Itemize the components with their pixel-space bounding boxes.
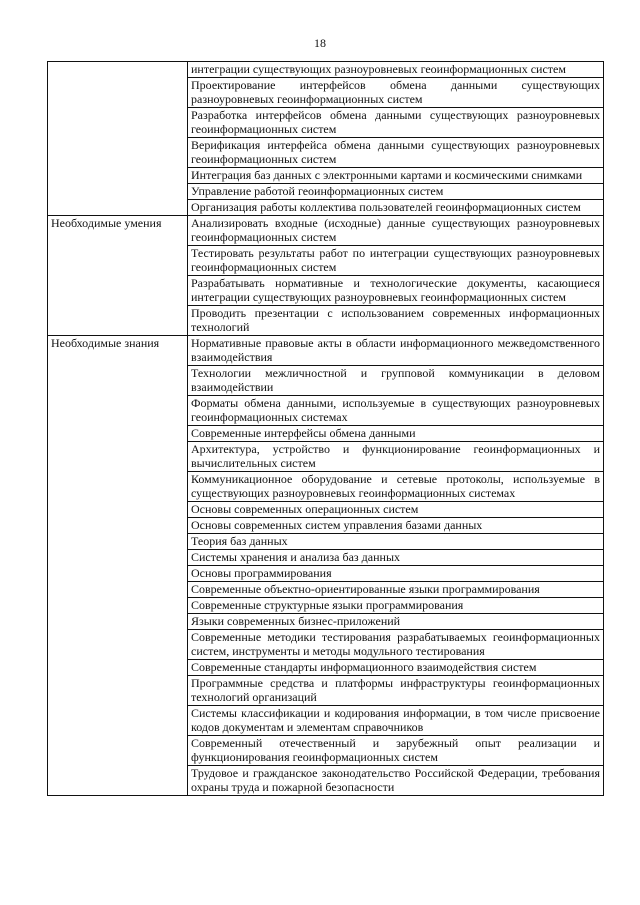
section-item [188,78,604,108]
section-item-text: Основы программирования [191,566,332,580]
section-item-text: Тестировать результаты работ по интеграции существующих разноуровневых геоинформационных систем [191,246,600,274]
section-item [188,472,604,502]
table-row [48,336,604,366]
section-item-text: Современный отечественный и зарубежный опыт реализации и функционирования геоинформационных систем [191,736,600,764]
section-item-text: Интеграция баз данных с электронными картами и космическими снимками [191,168,583,182]
section-item [188,216,604,246]
section-item-text: интеграции существующих разноуровневых геоинформационных систем [191,62,566,76]
section-item-text: Разработка интерфейсов обмена данными существующих разноуровневых геоинформационных систем [191,108,600,136]
section-item [188,502,604,518]
section-item-text: Трудовое и гражданское законодательство Российской Федерации, требования охраны труда и пожарной безопасности [191,766,600,794]
section-item-text: Архитектура, устройство и функционирование геоинформационных и вычислительных систем [191,442,600,470]
section-item [188,736,604,766]
section-item [188,442,604,472]
section-item-text: Основы современных операционных систем [191,502,419,516]
section-item [188,566,604,582]
section-item-text: Форматы обмена данными, используемые в существующих разноуровневых геоинформационных системах [191,396,600,424]
section-label: Необходимые знания [48,336,188,796]
section-item-text: Системы хранения и анализа баз данных [191,550,401,564]
section-item-text: Разрабатывать нормативные и технологические документы, касающиеся интеграции существующих разноуровневых геоинформационных систем [191,276,600,304]
section-item [188,660,604,676]
section-item-text: Современные интерфейсы обмена данными [191,426,416,440]
table-row [48,216,604,246]
section-label: Необходимые умения [48,216,188,336]
section-item [188,366,604,396]
section-item [188,614,604,630]
section-item-text: Коммуникационное оборудование и сетевые протоколы, используемые в существующих разноуровневых геоинформационных системах [191,472,600,500]
qualification-table-body [48,62,604,796]
section-item-text: Языки современных бизнес-приложений [191,614,401,628]
section-item [188,108,604,138]
section-item-text: Современные стандарты информационного взаимодействия систем [191,660,537,674]
table-row [48,62,604,78]
section-item-text: Современные методики тестирования разрабатываемых геоинформационных систем, инструменты и методы модульного тестирования [191,630,600,658]
section-item-text: Верификация интерфейса обмена данными существующих разноуровневых геоинформационных систем [191,138,600,166]
section-item-text: Проводить презентации с использованием современных информационных технологий [191,306,600,334]
section-item [188,168,604,184]
section-item-text: Анализировать входные (исходные) данные существующих разноуровневых геоинформационных систем [191,216,600,244]
section-item [188,184,604,200]
section-item-text: Современные объектно-ориентированные языки программирования [191,582,540,596]
section-item [188,582,604,598]
section-item [188,550,604,566]
section-item [188,676,604,706]
section-item [188,518,604,534]
section-item-text: Нормативные правовые акты в области информационного межведомственного взаимодействия [191,336,600,364]
page-number: 18 [314,36,326,50]
section-item [188,426,604,442]
section-item-text: Системы классификации и кодирования информации, в том числе присвоение кодов документам и элементам справочников [191,706,600,734]
qualification-table [47,61,604,796]
section-item-text: Проектирование интерфейсов обмена данными существующих разноуровневых геоинформационных систем [191,78,600,106]
section-item-text: Современные структурные языки программирования [191,598,464,612]
section-item [188,276,604,306]
section-item [188,534,604,550]
section-item [188,598,604,614]
section-item-text: Теория баз данных [191,534,288,548]
section-item-text: Программные средства и платформы инфраструктуры геоинформационных технологий организаций [191,676,600,704]
section-item [188,766,604,796]
section-item [188,306,604,336]
section-item-text: Управление работой геоинформационных систем [191,184,444,198]
section-item-text: Технологии межличностной и групповой коммуникации в деловом взаимодействии [191,366,600,394]
section-item [188,138,604,168]
section-item [188,246,604,276]
section-item-text: Основы современных систем управления базами данных [191,518,483,532]
section-item-text: Организация работы коллектива пользователей геоинформационных систем [191,200,581,214]
section-item [188,396,604,426]
section-item [188,706,604,736]
section-item [188,336,604,366]
section-label [48,62,188,216]
section-item [188,630,604,660]
section-item [188,200,604,216]
section-item [188,62,604,78]
